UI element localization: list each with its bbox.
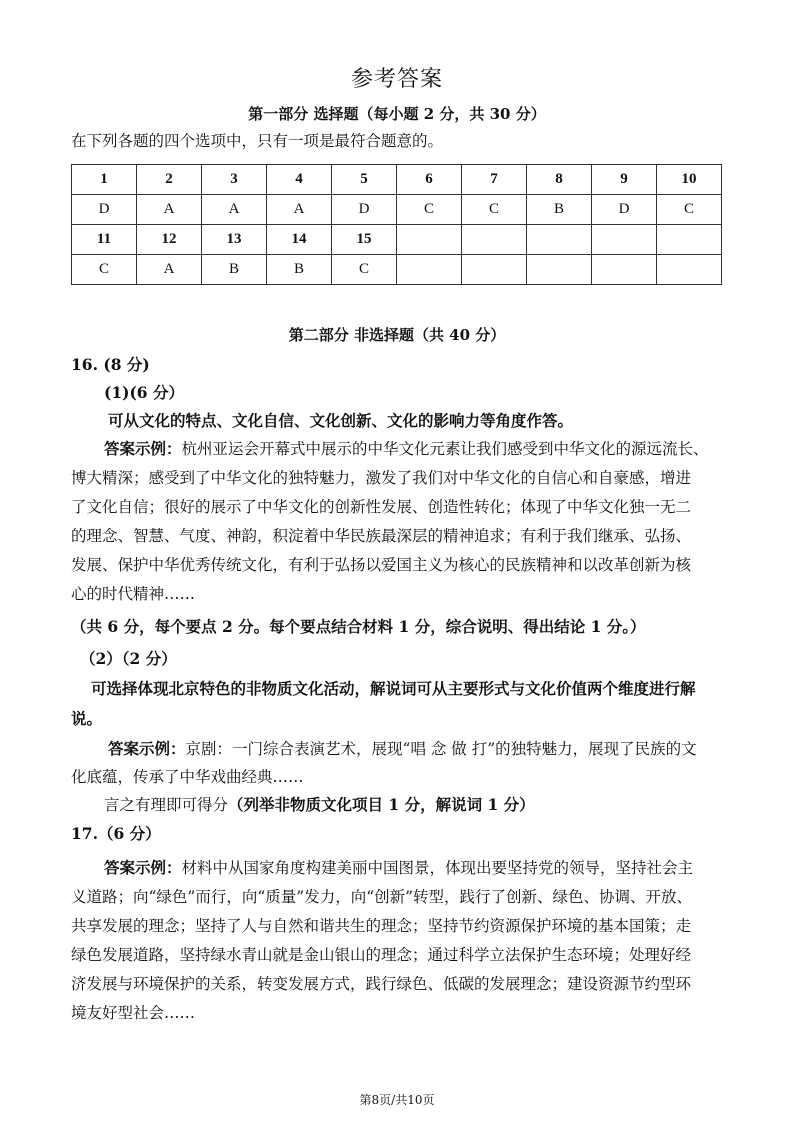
part1-heading: 第一部分 选择题（每小题 2 分，共 30 分） (248, 105, 546, 123)
table-cell: B (202, 255, 267, 285)
q16-sub1-line-6: 心的时代精神…… (71, 585, 196, 603)
table-cell: 1 (72, 165, 137, 195)
q16-sub2-example-2: 化底蕴，传承了中华戏曲经典…… (71, 768, 304, 786)
table-cell (397, 225, 462, 255)
example-label: 答案示例： (104, 439, 182, 458)
table-cell (462, 255, 527, 285)
table-cell: 6 (397, 165, 462, 195)
q16-label: 16. (8 分) (71, 355, 150, 374)
q16-sub1-label: (1)(6 分） (104, 383, 184, 402)
q17-line-4: 绿色发展道路，坚持绿水青山就是金山银山的理念；通过科学立法保护生态环境；处理好经 (71, 946, 692, 964)
q17-line-2: 义道路；向“绿色”而行，向“质量”发力，向“创新”转型，践行了创新、绿色、协调、开放、 (71, 888, 693, 906)
table-cell: D (72, 195, 137, 225)
page-title: 参考答案 (350, 67, 443, 92)
table-cell (657, 255, 722, 285)
table-cell: 2 (137, 165, 202, 195)
table-cell (527, 225, 592, 255)
q16-sub2-hint-2: 说。 (71, 709, 103, 728)
example-label: 答案示例： (108, 739, 186, 758)
table-cell: A (137, 195, 202, 225)
table-cell: 7 (462, 165, 527, 195)
table-cell (592, 255, 657, 285)
table-row (72, 225, 722, 255)
q16-sub2-example-1: 答案示例：京剧：一门综合表演艺术，展现“唱 念 做 打”的独特魅力，展现了民族的文 (108, 739, 697, 758)
table-cell: C (332, 255, 397, 285)
table-cell: 13 (202, 225, 267, 255)
q16-sub1-line-5: 发展、保护中华优秀传统文化，有利于弘扬以爱国主义为核心的民族精神和以改革创新为核 (71, 556, 692, 574)
table-cell: 3 (202, 165, 267, 195)
q16-sub1-line-2: 博大精深；感受到了中华文化的独特魅力，激发了我们对中华文化的自信心和自豪感，增进 (71, 469, 692, 487)
table-cell: D (592, 195, 657, 225)
table-cell: C (72, 255, 137, 285)
q16-sub2-hint-1: 可选择体现北京特色的非物质文化活动，解说词可从主要形式与文化价值两个维度进行解 (91, 679, 696, 698)
table-row (72, 255, 722, 285)
table-cell: B (527, 195, 592, 225)
table-cell (527, 255, 592, 285)
table-cell: B (267, 255, 332, 285)
table-cell (462, 225, 527, 255)
part1-instruction: 在下列各题的四个选项中，只有一项是最符合题意的。 (71, 132, 444, 150)
table-cell: C (462, 195, 527, 225)
answer-table (71, 164, 722, 285)
table-cell: 14 (267, 225, 332, 255)
table-row (72, 195, 722, 225)
table-cell: A (267, 195, 332, 225)
q16-sub1-hint: 可从文化的特点、文化自信、文化创新、文化的影响力等角度作答。 (108, 411, 574, 430)
table-cell: A (202, 195, 267, 225)
q16-sub1-line-1: 答案示例：杭州亚运会开幕式中展示的中华文化元素让我们感受到中华文化的源远流长、 (104, 439, 709, 458)
table-cell: 4 (267, 165, 332, 195)
q17-line-5: 济发展与环境保护的关系，转变发展方式，践行绿色、低碳的发展理念；建设资源节约型环 (71, 975, 692, 993)
q16-sub1-line-3: 了文化自信；很好的展示了中华文化的创新性发展、创造性转化；体现了中华文化独一无二 (71, 498, 692, 516)
example-label: 答案示例： (104, 858, 182, 877)
q17-line-6: 境友好型社会…… (71, 1004, 196, 1022)
q16-sub1-scoring: （共 6 分，每个要点 2 分。每个要点结合材料 1 分，综合说明、得出结论 1 分。） (71, 617, 646, 636)
q16-sub2-scoring: 言之有理即可得分（列举非物质文化项目 1 分，解说词 1 分） (104, 795, 535, 814)
table-cell: C (397, 195, 462, 225)
table-cell (592, 225, 657, 255)
table-cell (397, 255, 462, 285)
table-cell: D (332, 195, 397, 225)
table-row (72, 165, 722, 195)
table-cell: 5 (332, 165, 397, 195)
table-cell: 10 (657, 165, 722, 195)
q16-sub2-label: （2）（2 分） (80, 649, 177, 668)
table-cell: 11 (72, 225, 137, 255)
table-cell: 12 (137, 225, 202, 255)
q17-line-3: 共享发展的理念；坚持了人与自然和谐共生的理念；坚持节约资源保护环境的基本国策；走 (71, 917, 692, 935)
q16-sub1-line-4: 的理念、智慧、气度、神韵，积淀着中华民族最深层的精神追求；有利于我们继承、弘扬、 (71, 527, 692, 545)
q17-line-1: 答案示例：材料中从国家角度构建美丽中国图景，体现出要坚持党的领导，坚持社会主 (104, 858, 694, 877)
table-cell: 9 (592, 165, 657, 195)
table-cell: C (657, 195, 722, 225)
part2-heading: 第二部分 非选择题（共 40 分） (288, 326, 506, 344)
table-cell (657, 225, 722, 255)
page-footer: 第8页/共10页 (359, 1093, 435, 1107)
table-cell: A (137, 255, 202, 285)
q17-label: 17.（6 分） (71, 824, 161, 843)
table-cell: 8 (527, 165, 592, 195)
table-cell: 15 (332, 225, 397, 255)
